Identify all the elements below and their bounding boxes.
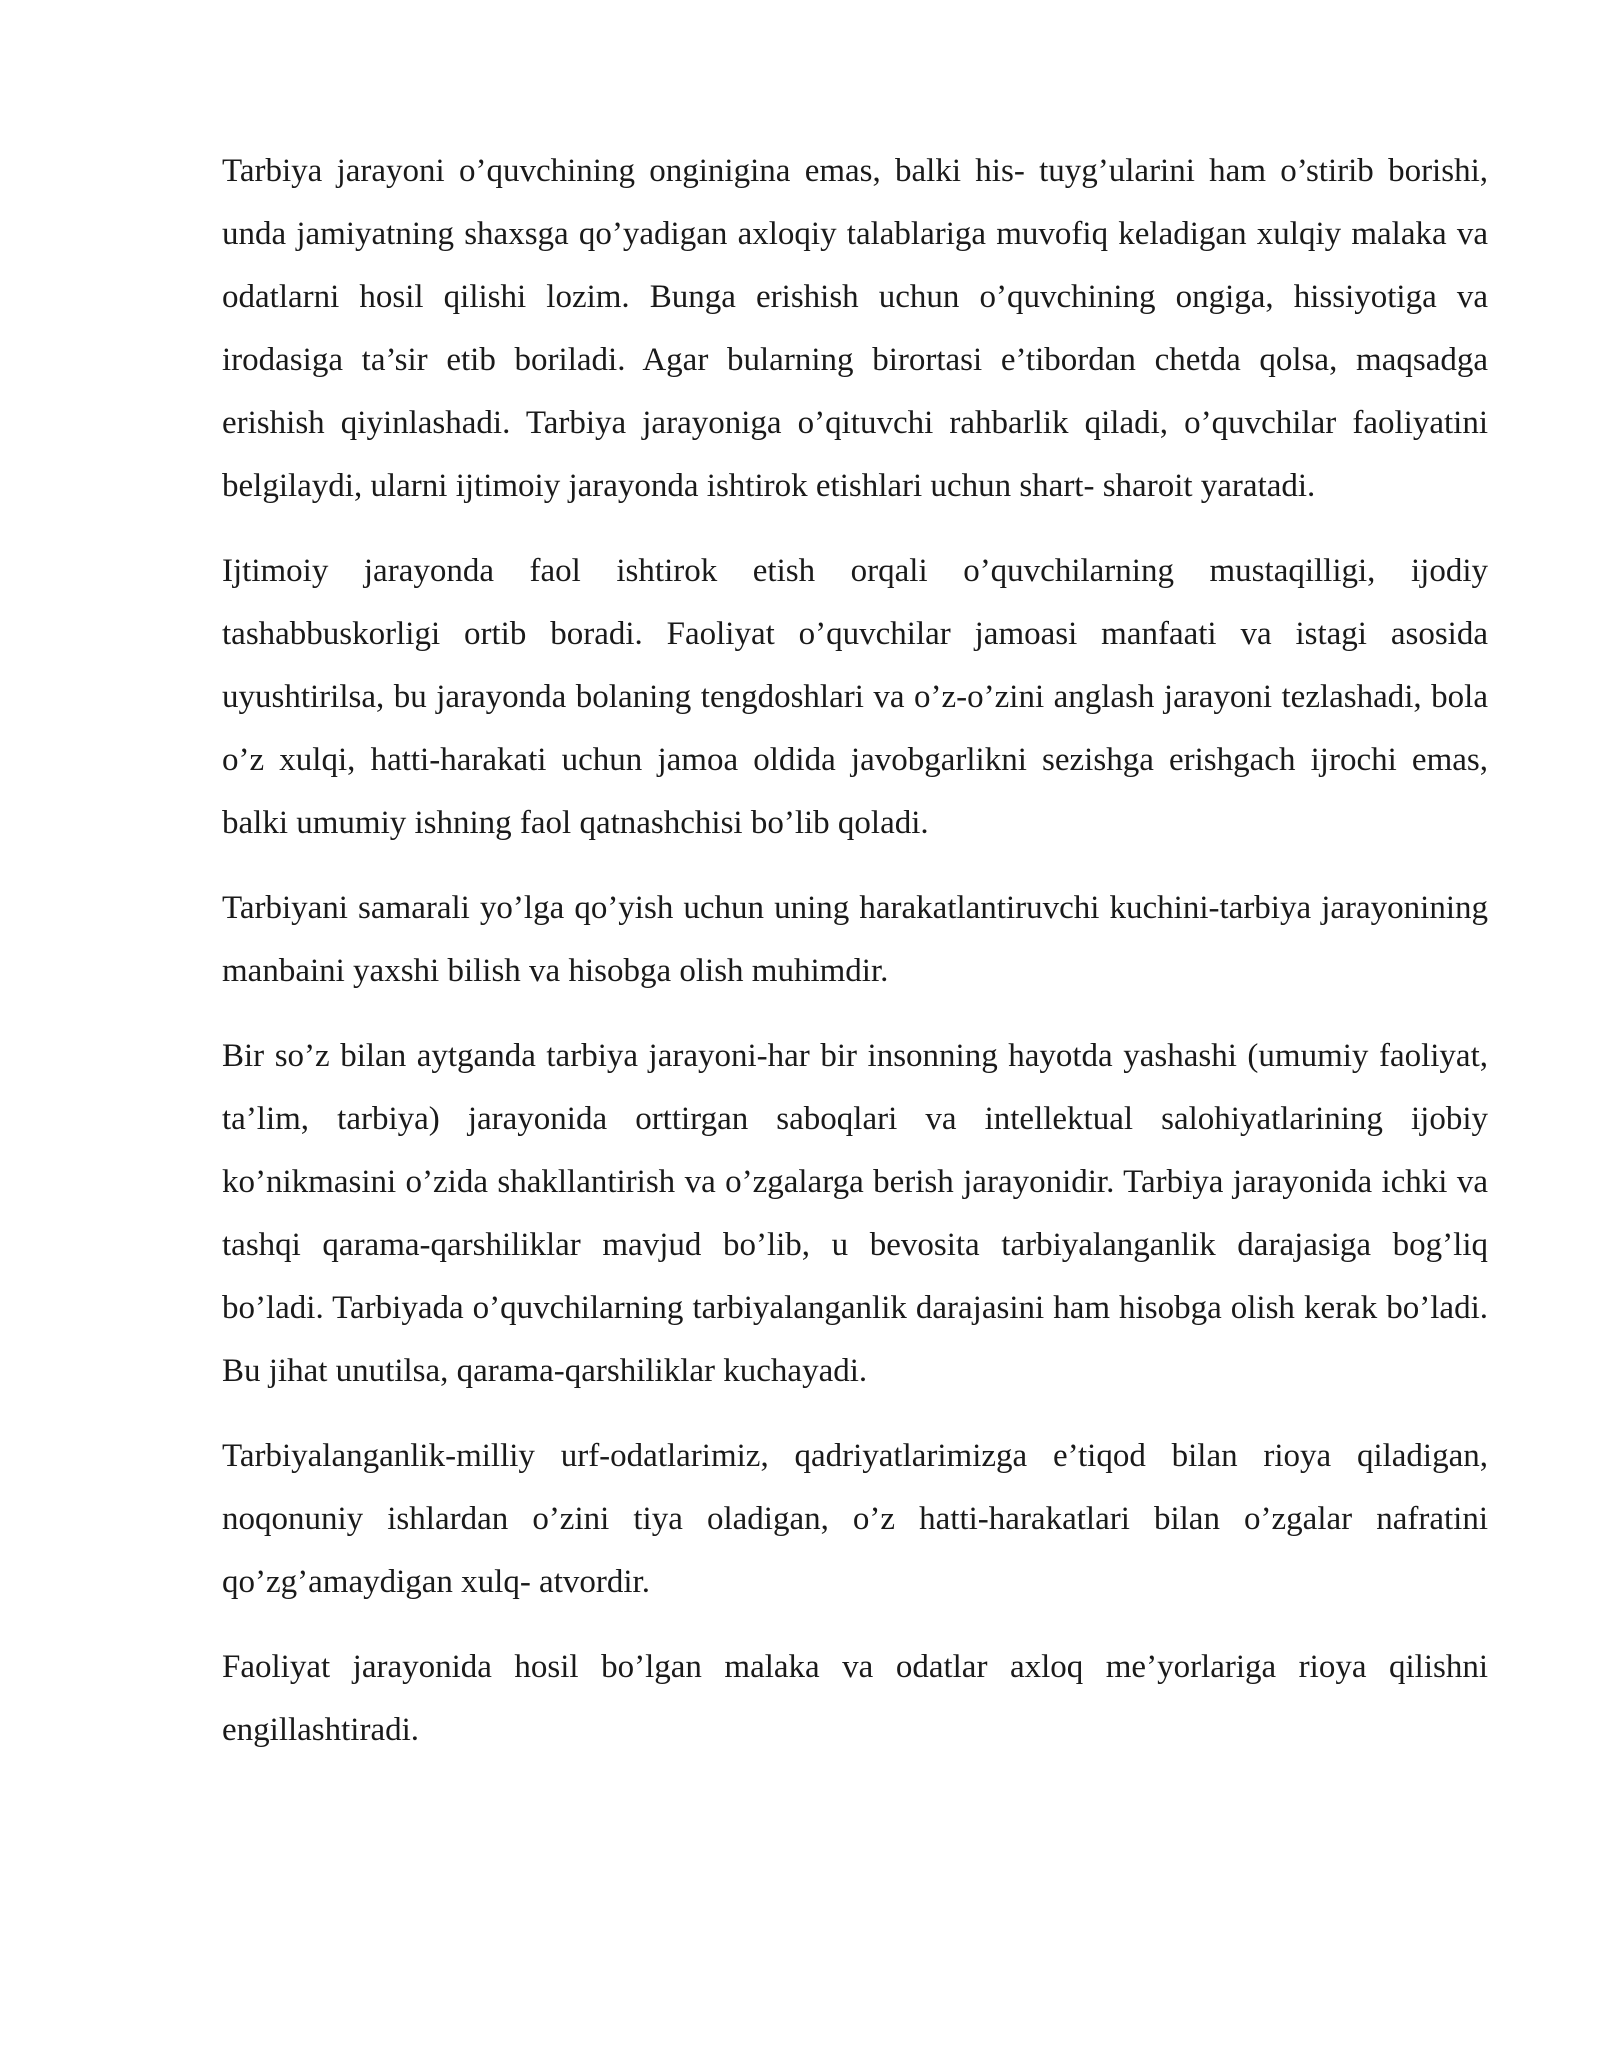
paragraph-1: Tarbiya jarayoni o’quvchining onginigina emas, balki his- tuyg’ularini ham o’stirib borishi, unda jamiyatning shaxsga qo’yadigan axloqiy talablariga muvofiq keladigan xulqiy malaka va odatlarni hosil qilishi lozim. Bunga erishish uchun o’quvchining ongiga, hissiyotiga va irodasiga ta’sir etib boriladi. Agar bularning birortasi e’tibordan chetda qolsa, maqsadga erishish qiyinlashadi. Tarbiya jarayoniga o’qituvchi rahbarlik qiladi, o’quvchilar faoliyatini belgilaydi, ularni ijtimoiy jarayonda ishtirok etishlari uchun shart- sharoit yaratadi. [222,153,1488,504]
paragraph-4: Bir so’z bilan aytganda tarbiya jarayoni-har bir insonning hayotda yashashi (umumiy faoliyat, ta’lim, tarbiya) jarayonida orttirgan saboqlari va intellektual salohiyatlarining ijobiy ko’nikmasini o’zida shakllantirish va o’zgalarga berish jarayonidir. Tarbiya jarayonida ichki va tashqi qarama-qarshiliklar mavjud bo’lib, u bevosita tarbiyalanganlik darajasiga bog’liq bo’ladi. Tarbiyada o’quvchilarning tarbiyalanganlik darajasini ham hisobga olish kerak bo’ladi. Bu jihat unutilsa, qarama-qarshiliklar kuchayadi. [222,1038,1488,1389]
paragraph-6: Faoliyat jarayonida hosil bo’lgan malaka va odatlar axloq me’yorlariga rioya qilishni engillashtiradi. [222,1649,1488,1748]
document-body [222,140,1488,1784]
paragraph-3: Tarbiyani samarali yo’lga qo’yish uchun uning harakatlantiruvchi kuchini-tarbiya jarayonining manbaini yaxshi bilish va hisobga olish muhimdir. [222,890,1488,989]
paragraph-5: Tarbiyalanganlik-milliy urf-odatlarimiz, qadriyatlarimizga e’tiqod bilan rioya qiladigan, noqonuniy ishlardan o’zini tiya oladigan, o’z hatti-harakatlari bilan o’zgalar nafratini qo’zg’amaydigan xulq- atvordir. [222,1438,1488,1600]
paragraph-2: Ijtimoiy jarayonda faol ishtirok etish orqali o’quvchilarning mustaqilligi, ijodiy tashabbuskorligi ortib boradi. Faoliyat o’quvchilar jamoasi manfaati va istagi asosida uyushtirilsa, bu jarayonda bolaning tengdoshlari va o’z-o’zini anglash jarayoni tezlashadi, bola o’z xulqi, hatti-harakati uchun jamoa oldida javobgarlikni sezishga erishgach ijrochi emas, balki umumiy ishning faol qatnashchisi bo’lib qoladi. [222,553,1488,841]
